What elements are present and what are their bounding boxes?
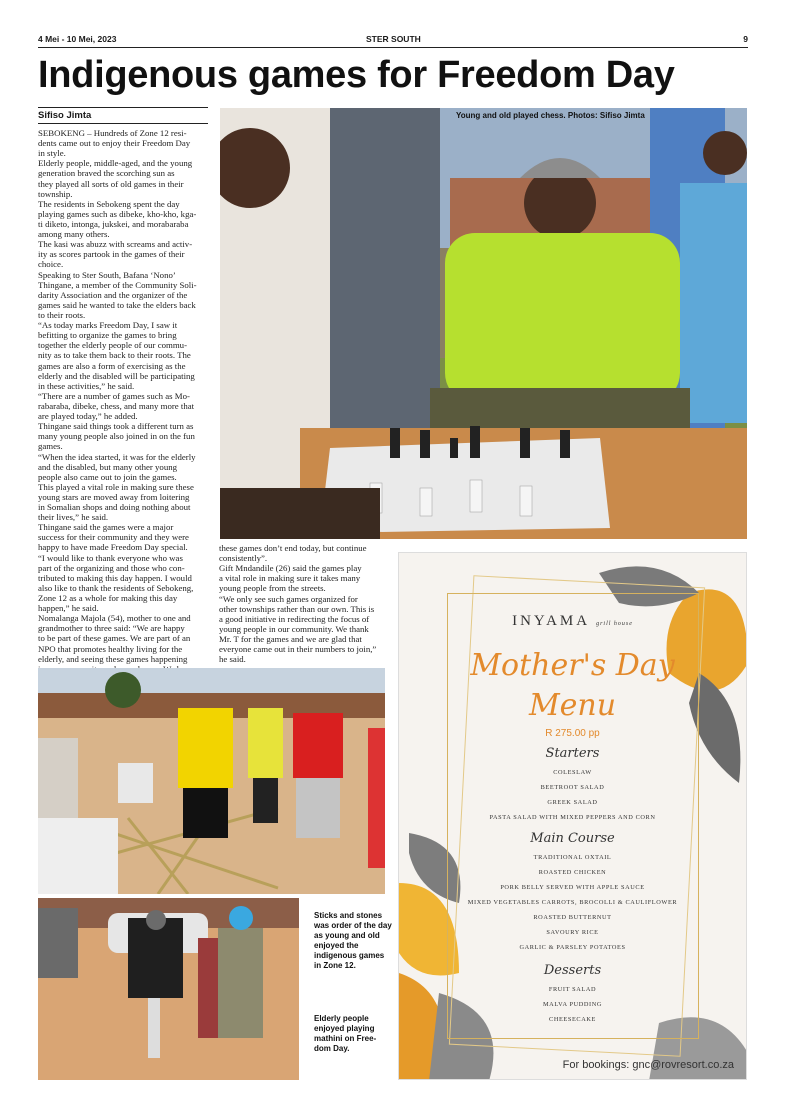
article-line: generation braved the scorching sun as — [38, 168, 175, 179]
article-line: Thingane said the games were a major — [38, 522, 174, 533]
sticks-photo-caption: Sticks and stones was order of the day as young and old enjoyed the indigenous games in Zone 12. — [314, 911, 392, 970]
article-line: The kasi was abuzz with screams and activ- — [38, 239, 193, 250]
article-line: games are also a form of exercising as the — [38, 360, 186, 371]
chess-photo — [220, 108, 747, 539]
mathini-photo-caption: Elderly people enjoyed playing mathini on Free-dom Day. — [314, 1014, 377, 1053]
starters-heading: Starters — [545, 746, 600, 761]
article-line: games. — [38, 441, 63, 452]
article-line: Elderly people, middle-aged, and the young — [38, 158, 193, 169]
article-line: in these activities,” he said. — [38, 380, 135, 391]
starters-item: PASTA SALAD WITH MIXED PEPPERS AND CORN — [489, 814, 656, 821]
main-course-heading: Main Course — [530, 831, 615, 846]
article-line: befitting to organize the games to bring — [38, 330, 177, 341]
article-line: everyone came out in their numbers to join,” — [219, 644, 377, 655]
article-line: NPO that promotes healthy living for the — [38, 643, 183, 654]
article-line: elderly, and seeing these games happening — [38, 653, 188, 664]
article-line: grandmother to three said: “We are happy — [38, 623, 185, 634]
article-line: elderly and the disabled will be participating — [38, 370, 195, 381]
desserts-item: MALVA PUDDING — [542, 1001, 603, 1008]
article-line: “I would like to thank everyone who was — [38, 552, 183, 563]
article-line: many young people also joined in on the fun — [38, 431, 195, 442]
article-line: “When the idea started, it was for the elderly — [38, 451, 196, 462]
ad-price: R 275.00 pp — [545, 728, 600, 739]
article-line: Nomalanga Majola (54), mother to one and — [38, 613, 191, 624]
article-line: in Somalian shops and doing nothing about — [38, 502, 191, 513]
newspaper-name: STER SOUTH — [366, 34, 421, 44]
booking-info[interactable]: For bookings: gnc@rovresort.co.za — [562, 1059, 734, 1071]
desserts-item: FRUIT SALAD — [548, 986, 597, 993]
starters-item: GREEK SALAD — [547, 799, 598, 806]
main-course-item: SAVOURY RICE — [546, 929, 599, 936]
starters-item: COLESLAW — [553, 769, 592, 776]
article-line: happen,” he said. — [38, 603, 99, 614]
article-line: games said he wanted to take the elders back — [38, 299, 196, 310]
article-line: these games don’t end today, but continue — [219, 543, 367, 553]
restaurant-logo-text: INYAMA — [512, 613, 591, 629]
article-line: Gift Mndandile (26) said the games play — [219, 563, 362, 574]
article-line: a good initiative in redirecting the focus of — [219, 613, 370, 624]
mothers-day-advertisement — [398, 552, 747, 1080]
main-course-item: MIXED VEGETABLES CARROTS, BROCOLLI & CAULIFLOWER — [467, 899, 678, 906]
starters-item: BEETROOT SALAD — [540, 784, 605, 791]
article-line: young stars are moved away from loitering — [38, 491, 190, 502]
article-line: darity Association and the organizer of the — [38, 289, 188, 300]
article-line: he said. — [219, 654, 246, 665]
article-line: in style. — [38, 148, 66, 159]
article-line: SEBOKENG – Hundreds of Zone 12 resi- — [38, 128, 187, 138]
article-line: to their roots. — [38, 309, 86, 320]
article-line: Speaking to Ster South, Bafana ‘Nono’ — [38, 269, 176, 280]
article-line: are played today,” he added. — [38, 411, 138, 422]
article-line: ity as scores partook in the games of their — [38, 249, 185, 260]
article-line: ti diketo, intonga, jukskei, and morabaraba — [38, 218, 189, 229]
article-line: “We only see such games organized for — [219, 593, 358, 604]
restaurant-logo-subtitle: grill house — [596, 621, 633, 627]
article-line: people also came out to join the games. — [38, 471, 177, 482]
byline-rule-bottom — [38, 123, 208, 124]
article-line: part of the organizing and those who con- — [38, 562, 185, 573]
page-number: 9 — [743, 34, 748, 44]
article-line: among many others. — [38, 229, 110, 240]
article-line: they played all sorts of old games in their — [38, 178, 184, 189]
main-course-item: GARLIC & PARSLEY POTATOES — [519, 944, 626, 951]
article-line: and the disabled, but many other young — [38, 461, 178, 472]
main-course-item: ROASTED BUTTERNUT — [533, 914, 612, 921]
article-line: Zone 12 as a whole for making this day — [38, 593, 178, 604]
article-line: a vital role in making sure it takes many — [219, 573, 361, 584]
article-line: nity as to take them back to their roots. The — [38, 350, 191, 361]
page-header — [38, 34, 748, 47]
header-rule — [38, 47, 748, 48]
article-line: rabaraba, dibeke, chess, and many more that — [38, 400, 195, 411]
article-line: playing games such as dibeke, kho-kho, kga- — [38, 208, 197, 219]
article-line: also like to thank the residents of Sebokeng, — [38, 582, 194, 593]
article-line: choice. — [38, 259, 64, 270]
article-line: dents came out to enjoy their Freedom Day — [38, 138, 191, 149]
article-line: together the elderly people of our commu- — [38, 340, 188, 351]
article-line: township. — [38, 188, 73, 199]
article-line: Thingane, a member of the Community Soli- — [38, 279, 197, 290]
byline: Sifiso Jimta — [38, 110, 92, 121]
chess-photo-caption: Young and old played chess. Photos: Sifiso Jimta — [456, 111, 645, 120]
article-line: This played a vital role in making sure these — [38, 481, 194, 492]
article-line: Thingane said things took a different turn as — [38, 421, 194, 432]
main-course-item: ROASTED CHICKEN — [538, 869, 607, 876]
issue-date: 4 Mei - 10 Mei, 2023 — [38, 34, 117, 44]
article-line: young people in our community. We thank — [219, 623, 369, 634]
article-line: happy to have made Freedom Day special. — [38, 542, 188, 553]
article-line: Mr. T for the games and we are glad that — [219, 633, 362, 644]
ad-title-line-1: Mother's Day — [470, 648, 675, 683]
article-column-1 — [38, 128, 216, 674]
article-line: “There are a number of games such as Mo- — [38, 390, 190, 401]
article-line: tributed to making this day happen. I would — [38, 572, 192, 583]
article-line: other townships rather than our own. This is — [219, 603, 375, 614]
ad-title-line-2: Menu — [528, 688, 617, 723]
article-column-2 — [219, 543, 391, 664]
desserts-item: CHEESECAKE — [549, 1016, 596, 1023]
article-line: to be part of these games. We are part of an — [38, 633, 191, 644]
byline-rule-top — [38, 107, 208, 108]
main-course-item: TRADITIONAL OXTAIL — [533, 854, 612, 861]
headline: Indigenous games for Freedom Day — [38, 54, 675, 96]
article-line: consistently”. — [219, 553, 268, 564]
article-line: “As today marks Freedom Day, I saw it — [38, 320, 178, 331]
article-line: success for their community and they were — [38, 532, 189, 543]
mathini-photo — [38, 898, 299, 1080]
restaurant-logo — [399, 613, 746, 630]
main-course-item: PORK BELLY SERVED WITH APPLE SAUCE — [500, 884, 645, 891]
article-line: The residents in Sebokeng spent the day — [38, 198, 180, 209]
article-line: young people from the streets. — [219, 583, 326, 594]
sticks-photo — [38, 668, 385, 894]
article-line: their lives,” he said. — [38, 512, 109, 523]
desserts-heading: Desserts — [543, 963, 602, 978]
